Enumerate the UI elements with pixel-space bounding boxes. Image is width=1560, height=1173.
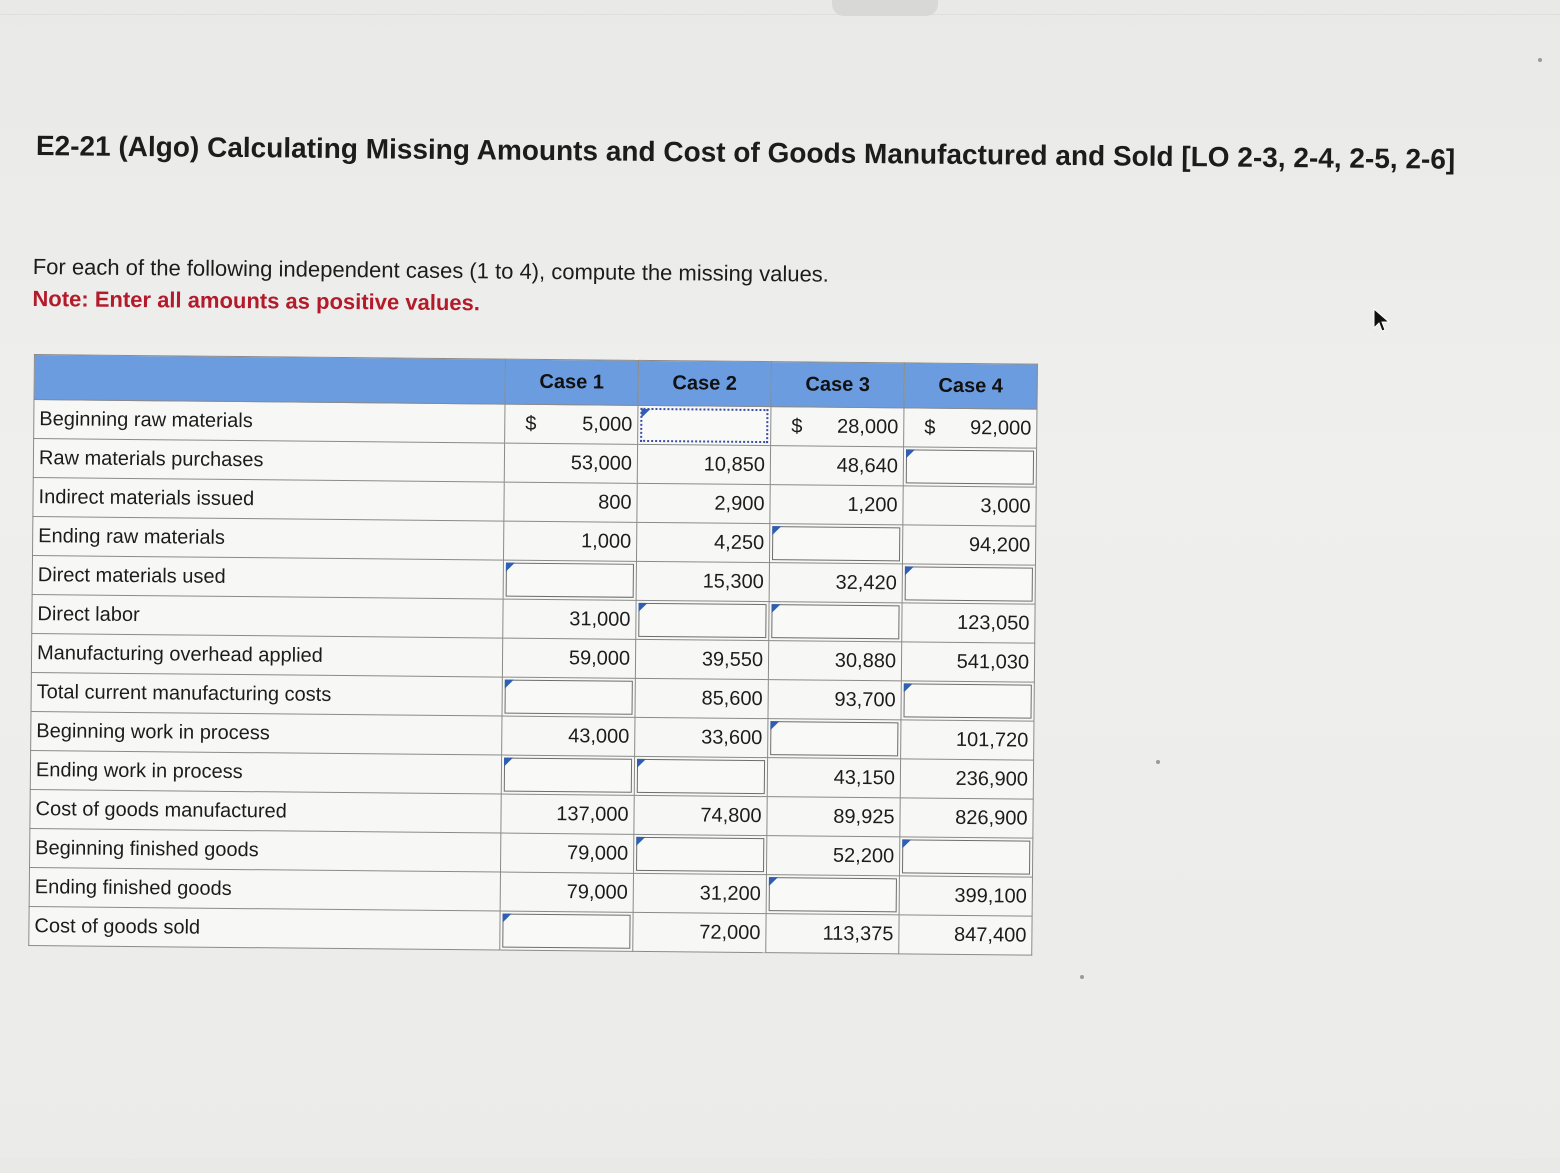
cell-case-3 xyxy=(768,680,901,720)
cell-case-3 xyxy=(770,446,903,486)
answer-input[interactable] xyxy=(636,837,764,872)
cell-case-4 xyxy=(902,525,1035,565)
cell-case-4 xyxy=(902,564,1035,604)
cell-value: 93,700 xyxy=(834,688,896,711)
row-label: Beginning finished goods xyxy=(30,829,501,873)
dollar-sign: $ xyxy=(525,412,537,435)
cell-value: 541,030 xyxy=(956,650,1030,674)
row-label: Direct labor xyxy=(32,595,503,639)
cell-case-4 xyxy=(901,642,1034,682)
cell-value: 43,150 xyxy=(833,766,896,789)
cell-case-1 xyxy=(504,443,637,483)
dust-speck xyxy=(1538,58,1542,62)
cell-value: 85,600 xyxy=(701,686,763,710)
row-label: Beginning raw materials xyxy=(34,400,505,444)
cell-value: 30,880 xyxy=(834,649,897,672)
cell-case-4 xyxy=(900,798,1033,838)
cell-value: 826,900 xyxy=(955,806,1028,830)
dust-speck xyxy=(1156,760,1160,764)
header-case-2: Case 2 xyxy=(638,360,771,406)
answer-input[interactable] xyxy=(502,914,630,949)
row-label: Cost of goods sold xyxy=(29,907,500,951)
cell-value: 48,640 xyxy=(836,454,899,477)
cell-case-3 xyxy=(769,563,902,603)
answer-input[interactable] xyxy=(770,721,898,756)
header-corner xyxy=(34,355,505,405)
cell-case-3 xyxy=(771,407,904,447)
answer-input[interactable] xyxy=(506,563,634,598)
cell-case-3 xyxy=(767,758,900,798)
note-text: Note: Enter all amounts as positive values. xyxy=(32,286,481,316)
answer-input[interactable] xyxy=(906,449,1034,484)
answer-input[interactable] xyxy=(638,603,766,638)
cell-value: 59,000 xyxy=(568,646,631,670)
cell-value: 33,600 xyxy=(701,725,763,749)
cell-value: 31,000 xyxy=(569,607,631,631)
cell-case-2 xyxy=(638,405,771,445)
cell-case-1 xyxy=(502,677,635,717)
cell-value: 847,400 xyxy=(954,923,1027,947)
answer-input[interactable] xyxy=(769,877,897,912)
cell-case-2 xyxy=(636,561,769,601)
cell-case-2 xyxy=(637,483,770,523)
cell-case-4 xyxy=(903,486,1036,526)
answer-input[interactable] xyxy=(504,758,632,793)
cell-value: 72,000 xyxy=(699,920,761,944)
answer-input[interactable] xyxy=(637,759,765,794)
answer-input[interactable] xyxy=(902,839,1030,874)
cell-value: 15,300 xyxy=(702,569,764,593)
cell-case-3 xyxy=(766,914,899,954)
row-label: Manufacturing overhead applied xyxy=(31,634,502,678)
cell-value: 53,000 xyxy=(570,451,633,475)
cell-case-2 xyxy=(633,912,766,952)
row-label: Indirect materials issued xyxy=(33,478,504,522)
cell-value: 3,000 xyxy=(980,494,1031,518)
row-label: Beginning work in process xyxy=(31,712,502,756)
row-label: Ending finished goods xyxy=(29,868,500,912)
cell-case-1 xyxy=(500,833,633,873)
row-label: Cost of goods manufactured xyxy=(30,790,501,834)
cell-case-1 xyxy=(503,521,636,561)
cell-value: 39,550 xyxy=(701,647,764,671)
cell-case-3 xyxy=(767,797,900,837)
row-label: Total current manufacturing costs xyxy=(31,673,502,717)
row-label: Raw materials purchases xyxy=(33,439,504,483)
instruction-text: For each of the following independent cases (1 to 4), compute the missing values. xyxy=(32,254,829,287)
cell-value: 28,000 xyxy=(837,415,899,438)
answer-input[interactable] xyxy=(640,408,768,443)
row-label: Ending work in process xyxy=(30,751,501,795)
cell-case-2 xyxy=(634,795,767,835)
cell-case-2 xyxy=(633,834,766,874)
cell-case-1 xyxy=(504,482,637,522)
cases-table xyxy=(28,354,1038,956)
cell-value: 800 xyxy=(598,490,632,514)
cell-case-3 xyxy=(768,719,901,759)
cell-case-2 xyxy=(635,678,768,718)
dust-speck xyxy=(1080,975,1084,979)
cell-value: 43,000 xyxy=(568,724,630,748)
answer-input[interactable] xyxy=(905,566,1033,601)
answer-input[interactable] xyxy=(505,680,633,715)
answer-input[interactable] xyxy=(903,683,1031,718)
header-case-3: Case 3 xyxy=(771,362,904,408)
cell-case-1 xyxy=(501,755,634,795)
cell-value: 236,900 xyxy=(955,767,1029,791)
cell-value: 137,000 xyxy=(556,802,629,826)
cell-case-3 xyxy=(768,641,901,681)
cell-value: 74,800 xyxy=(700,803,762,827)
cell-case-4 xyxy=(904,408,1037,448)
cell-value: 4,250 xyxy=(714,531,765,554)
cell-value: 31,200 xyxy=(699,881,761,905)
cell-case-2 xyxy=(636,522,769,562)
cell-value: 399,100 xyxy=(954,884,1027,908)
cell-case-1 xyxy=(503,599,636,639)
cell-case-4 xyxy=(902,603,1035,643)
cell-value: 101,720 xyxy=(955,728,1029,752)
mouse-pointer-icon xyxy=(1372,308,1390,334)
cell-value: 79,000 xyxy=(566,880,628,904)
cell-case-2 xyxy=(633,873,766,913)
answer-input[interactable] xyxy=(772,526,900,561)
answer-input[interactable] xyxy=(771,604,899,639)
row-label: Ending raw materials xyxy=(33,517,504,561)
cell-value: 94,200 xyxy=(968,533,1031,557)
cell-case-2 xyxy=(635,717,768,757)
cell-value: 92,000 xyxy=(970,416,1032,440)
cell-case-1 xyxy=(500,911,633,951)
cell-case-4 xyxy=(901,720,1034,760)
cell-case-3 xyxy=(769,524,902,564)
cell-case-3 xyxy=(770,485,903,525)
cell-case-1 xyxy=(505,404,638,444)
cell-value: 1,000 xyxy=(581,529,632,553)
cell-case-2 xyxy=(635,639,768,679)
cell-case-1 xyxy=(503,560,636,600)
cell-case-4 xyxy=(901,681,1034,721)
page-title: E2-21 (Algo) Calculating Missing Amounts and Cost of Goods Manufactured and Sold [LO 2-3, 2-4, 2-5, 2-6] xyxy=(35,130,1456,175)
cell-value: 52,200 xyxy=(832,844,895,867)
row-label: Direct materials used xyxy=(32,556,503,600)
cell-case-3 xyxy=(766,875,899,915)
cell-case-4 xyxy=(900,759,1033,799)
cell-value: 123,050 xyxy=(957,611,1030,635)
cell-value: 32,420 xyxy=(835,571,897,594)
cell-value: 89,925 xyxy=(833,805,895,828)
dollar-sign: $ xyxy=(924,416,936,439)
dollar-sign: $ xyxy=(791,415,803,438)
cell-value: 79,000 xyxy=(566,841,629,865)
cell-case-3 xyxy=(769,602,902,642)
cell-case-2 xyxy=(634,756,767,796)
cell-case-4 xyxy=(899,876,1032,916)
cell-value: 10,850 xyxy=(703,452,766,476)
cell-value: 5,000 xyxy=(582,412,633,436)
cell-case-2 xyxy=(637,444,770,484)
cell-case-4 xyxy=(899,837,1032,877)
cell-case-1 xyxy=(502,716,635,756)
cell-case-1 xyxy=(500,872,633,912)
cell-value: 1,200 xyxy=(847,493,898,516)
cell-value: 2,900 xyxy=(714,492,765,515)
cell-value: 113,375 xyxy=(822,922,894,945)
header-case-1: Case 1 xyxy=(505,359,638,405)
header-case-4: Case 4 xyxy=(904,363,1037,409)
cell-case-1 xyxy=(502,638,635,678)
table-row xyxy=(29,907,1032,956)
cell-case-2 xyxy=(636,600,769,640)
cell-case-3 xyxy=(766,836,899,876)
cell-case-4 xyxy=(903,447,1036,487)
cell-case-4 xyxy=(899,915,1032,955)
cell-case-1 xyxy=(501,794,634,834)
